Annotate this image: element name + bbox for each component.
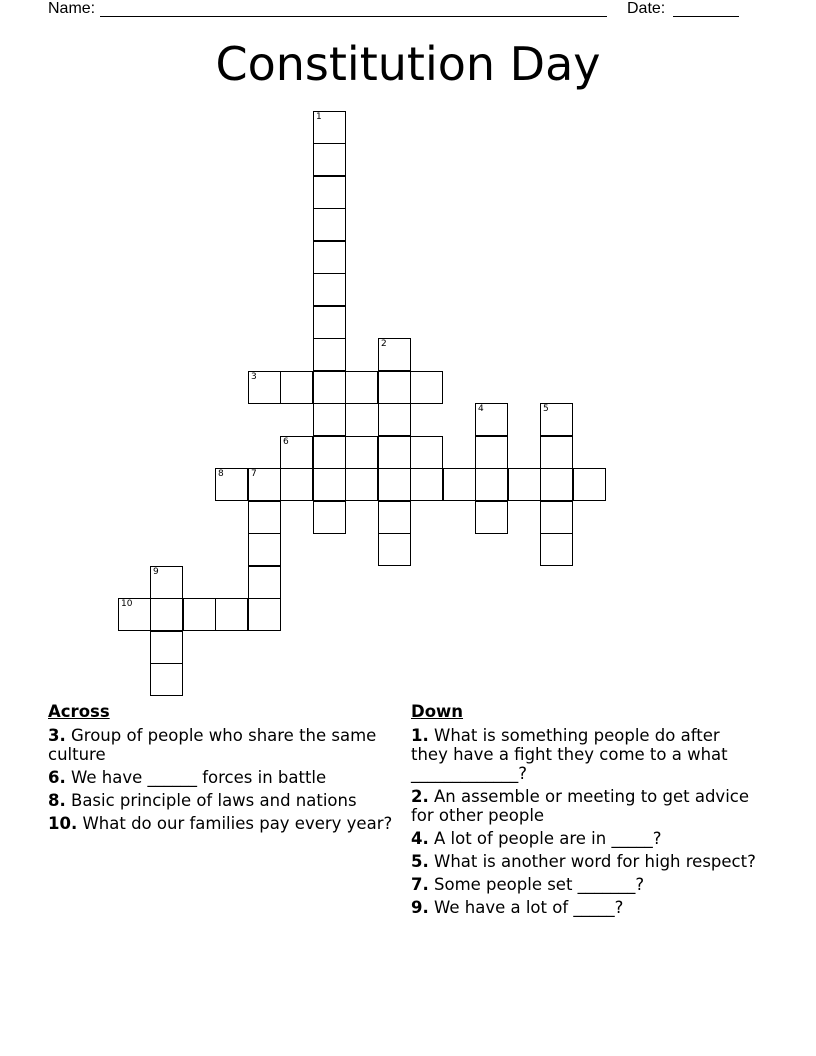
grid-cell[interactable]: [313, 143, 346, 176]
clue-number: 8.: [48, 791, 66, 810]
grid-cell[interactable]: [378, 338, 411, 371]
clue-text: What do our families pay every year?: [82, 814, 393, 833]
clue-number: 5.: [411, 852, 429, 871]
grid-cell[interactable]: [410, 468, 443, 501]
grid-cell[interactable]: [540, 533, 573, 566]
grid-cell[interactable]: [313, 208, 346, 241]
grid-cell[interactable]: [540, 403, 573, 436]
grid-cell[interactable]: [313, 403, 346, 436]
clue-number-label: 1: [316, 112, 322, 122]
grid-cell[interactable]: [540, 501, 573, 534]
clue-text: Some people set _______?: [434, 875, 645, 894]
clue-number-label: 6: [283, 437, 289, 447]
grid-cell[interactable]: [150, 566, 183, 599]
grid-cell[interactable]: [313, 273, 346, 306]
grid-cell[interactable]: [215, 468, 248, 501]
grid-cell[interactable]: [280, 371, 313, 404]
grid-cell[interactable]: [313, 501, 346, 534]
grid-cell[interactable]: [345, 468, 378, 501]
clue-down-7: [411, 875, 761, 894]
clue-across-3: [48, 726, 393, 764]
clue-number: 2.: [411, 787, 429, 806]
clue-across-8: [48, 791, 393, 810]
grid-cell[interactable]: [313, 338, 346, 371]
grid-cell[interactable]: [248, 598, 281, 631]
across-heading: Across: [48, 702, 110, 721]
clue-text: What is something people do after they have a fight they come to a what _____________?: [411, 726, 728, 783]
grid-cell[interactable]: [280, 468, 313, 501]
grid-cell[interactable]: [378, 468, 411, 501]
clue-number-label: 8: [218, 469, 224, 479]
clue-text: Basic principle of laws and nations: [71, 791, 357, 810]
grid-cell[interactable]: [183, 598, 216, 631]
grid-cell[interactable]: [313, 436, 346, 469]
grid-cell[interactable]: [410, 436, 443, 469]
clue-across-6: [48, 768, 393, 787]
grid-cell[interactable]: [475, 403, 508, 436]
grid-cell[interactable]: [215, 598, 248, 631]
clue-number: 4.: [411, 829, 429, 848]
clue-number: 3.: [48, 726, 66, 745]
grid-cell[interactable]: [313, 371, 346, 404]
grid-cell[interactable]: [313, 111, 346, 144]
clue-text: We have ______ forces in battle: [71, 768, 327, 787]
across-clues: [48, 702, 393, 837]
grid-cell[interactable]: [378, 436, 411, 469]
page-title: Constitution Day: [215, 37, 601, 91]
grid-cell[interactable]: [313, 468, 346, 501]
clue-down-4: [411, 829, 761, 848]
grid-cell[interactable]: [345, 371, 378, 404]
grid-cell[interactable]: [248, 566, 281, 599]
grid-cell[interactable]: [378, 501, 411, 534]
clue-text: What is another word for high respect?: [434, 852, 756, 871]
clue-number-label: 5: [543, 404, 549, 414]
clue-text: A lot of people are in _____?: [434, 829, 662, 848]
grid-cell[interactable]: [378, 403, 411, 436]
grid-cell[interactable]: [248, 533, 281, 566]
down-clues: [411, 702, 761, 921]
grid-cell[interactable]: [540, 468, 573, 501]
grid-cell[interactable]: [475, 468, 508, 501]
clue-number: 7.: [411, 875, 429, 894]
grid-cell[interactable]: [378, 371, 411, 404]
grid-cell[interactable]: [248, 468, 281, 501]
name-label: Name:: [48, 0, 96, 17]
grid-cell[interactable]: [150, 631, 183, 664]
grid-cell[interactable]: [345, 436, 378, 469]
grid-cell[interactable]: [313, 176, 346, 209]
clue-down-1: [411, 726, 761, 783]
grid-cell[interactable]: [475, 436, 508, 469]
clue-down-9: [411, 898, 761, 917]
clue-number: 10.: [48, 814, 78, 833]
grid-cell[interactable]: [443, 468, 476, 501]
grid-cell[interactable]: [378, 533, 411, 566]
date-label: Date:: [627, 0, 666, 17]
grid-cell[interactable]: [118, 598, 151, 631]
clue-text: We have a lot of _____?: [434, 898, 624, 917]
clue-number-label: 4: [478, 404, 484, 414]
grid-cell[interactable]: [150, 663, 183, 696]
clue-down-5: [411, 852, 761, 871]
clue-number-label: 10: [121, 599, 133, 609]
grid-cell[interactable]: [475, 501, 508, 534]
grid-cell[interactable]: [410, 371, 443, 404]
grid-cell[interactable]: [540, 436, 573, 469]
clue-across-10: [48, 814, 393, 833]
grid-cell[interactable]: [248, 501, 281, 534]
grid-cell[interactable]: [508, 468, 541, 501]
clue-number-label: 9: [153, 567, 159, 577]
down-heading: Down: [411, 702, 464, 721]
grid-cell[interactable]: [248, 371, 281, 404]
grid-cell[interactable]: [280, 436, 313, 469]
grid-cell[interactable]: [573, 468, 606, 501]
grid-cell[interactable]: [150, 598, 183, 631]
clue-text: Group of people who share the same culture: [48, 726, 377, 764]
clue-number: 9.: [411, 898, 429, 917]
clue-number: 6.: [48, 768, 66, 787]
grid-cell[interactable]: [313, 241, 346, 274]
clue-number-label: 7: [251, 469, 257, 479]
clue-number: 1.: [411, 726, 429, 745]
clue-text: An assemble or meeting to get advice for other people: [411, 787, 750, 825]
clue-number-label: 2: [381, 339, 387, 349]
grid-cell[interactable]: [313, 306, 346, 339]
clue-number-label: 3: [251, 372, 257, 382]
clue-down-2: [411, 787, 761, 825]
